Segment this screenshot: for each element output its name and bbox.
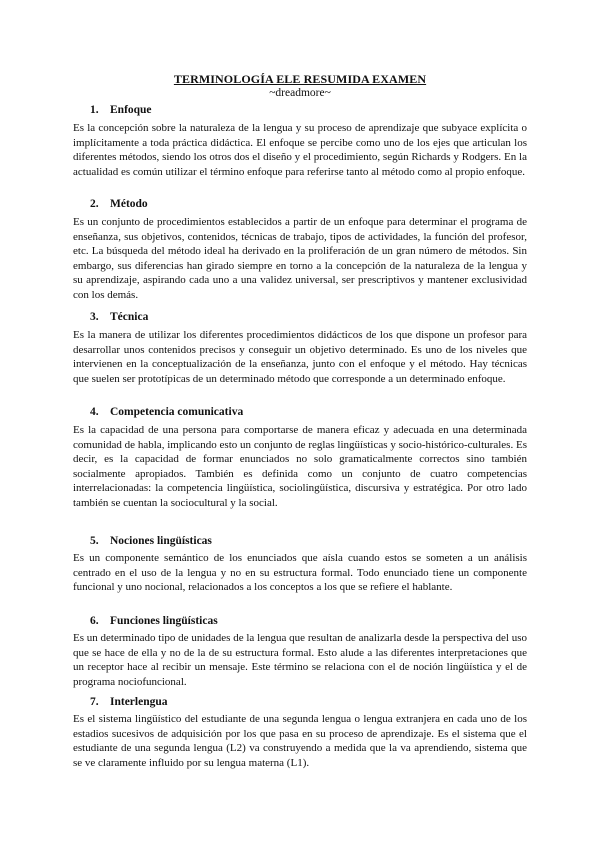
section-heading-interlengua: [90, 696, 168, 708]
section-text-funciones-linguisticas: Es un determinado tipo de unidades de la lengua que resultan de analizarla desde la perspectiva del uso que se hace de ella y no de la de su estructura formal. Esto alude a las diferentes interpretaciones que un receptor hace al recibir un mensaje. Este término se relaciona con el de noción lingüística y el de programa nociofuncional.: [73, 632, 527, 688]
section-heading-competencia-comunicativa: [90, 406, 243, 418]
section-heading-nociones-linguisticas: [90, 535, 212, 547]
section-text-metodo: Es un conjunto de procedimientos establecidos a partir de un enfoque para determinar el programa de enseñanza, sus objetivos, contenidos, técnicas de trabajo, tipos de actividades, la función del profesor, etc. La búsqueda del método ideal ha derivado en la proliferación de un gran número de métodos. Sin embargo, sus diferencias han girado siempre en torno a la concepción de la naturaleza de la lengua y su aprendizaje, aspirando cada uno a una validez universal, ser prescriptivos y mantener exclusividad con los demás.: [73, 216, 527, 301]
section-number: 1.: [90, 104, 99, 116]
section-heading-metodo: [90, 198, 148, 210]
section-number: 7.: [90, 696, 99, 708]
section-number: 3.: [90, 311, 99, 323]
section-heading-tecnica: [90, 311, 148, 323]
section-text-enfoque: Es la concepción sobre la naturaleza de la lengua y su proceso de aprendizaje que subyace explícita o implícitamente a toda práctica didáctica. El enfoque se percibe como uno de los ejes que articulan los diferentes métodos, siendo los otros dos el diseño y el procedimiento, según Richards y Rodgers. En la actualidad es común utilizar el término enfoque para referirse tanto al método como al propio enfoque.: [73, 122, 527, 178]
section-text-competencia-comunicativa: Es la capacidad de una persona para comportarse de manera eficaz y adecuada en una determinada comunidad de habla, implicando esto un conjunto de reglas lingüísticas y socio-histórico-culturales. Es decir, es la capacidad de formar enunciados no solo gramaticalmente correctos sino también socialmente apropiados. También es definida como un conjunto de cuatro competencias interrelacionadas: la competencia lingüística, sociolingüística, discursiva y estratégica. Por otro lado también se cuentan la sociocultural y la social.: [73, 424, 527, 509]
section-title: Funciones lingüísticas: [110, 615, 218, 627]
section-title: Técnica: [110, 311, 149, 323]
section-text-interlengua: Es el sistema lingüístico del estudiante de una segunda lengua o lengua extranjera en cada uno de los estadios sucesivos de adquisición por los que pasa en su proceso de aprendizaje. Es el sistema que el estudiante de una segunda lengua (L2) va construyendo a medida que la va aprendiendo, sistema que se ve claramente influido por su lengua materna (L1).: [73, 713, 527, 769]
section-title: Nociones lingüísticas: [110, 535, 212, 547]
document-title: TERMINOLOGÍA ELE RESUMIDA EXAMEN: [173, 72, 427, 86]
section-number: 6.: [90, 615, 99, 627]
section-heading-enfoque: [90, 104, 152, 116]
section-title: Competencia comunicativa: [110, 406, 244, 418]
section-number: 5.: [90, 535, 99, 547]
section-text-nociones-linguisticas: Es un componente semántico de los enunciados que aísla cuando estos se someten a un análisis centrado en el uso de la lengua y no en su estructura formal. Todo enunciado tiene un componente funcional y uno nocional, relacionados a los conceptos a los que se refiere el hablante.: [73, 552, 527, 594]
document-subtitle: ~dreadmore~: [269, 87, 331, 99]
section-title: Método: [110, 198, 148, 210]
section-number: 4.: [90, 406, 99, 418]
section-number: 2.: [90, 198, 99, 210]
section-text-tecnica: Es la manera de utilizar los diferentes procedimientos didácticos de los que dispone un profesor para desarrollar unos contenidos precisos y conseguir un objetivo determinado. Es uno de los niveles que intervienen en la conceptualización de la enseñanza, junto con el enfoque y el método. Hay técnicas que suelen ser prototípicas de un determinado método que corresponde a un determinado enfoque.: [73, 329, 527, 385]
section-title: Enfoque: [110, 104, 152, 116]
section-heading-funciones-linguisticas: [90, 615, 218, 627]
section-title: Interlengua: [110, 696, 168, 708]
